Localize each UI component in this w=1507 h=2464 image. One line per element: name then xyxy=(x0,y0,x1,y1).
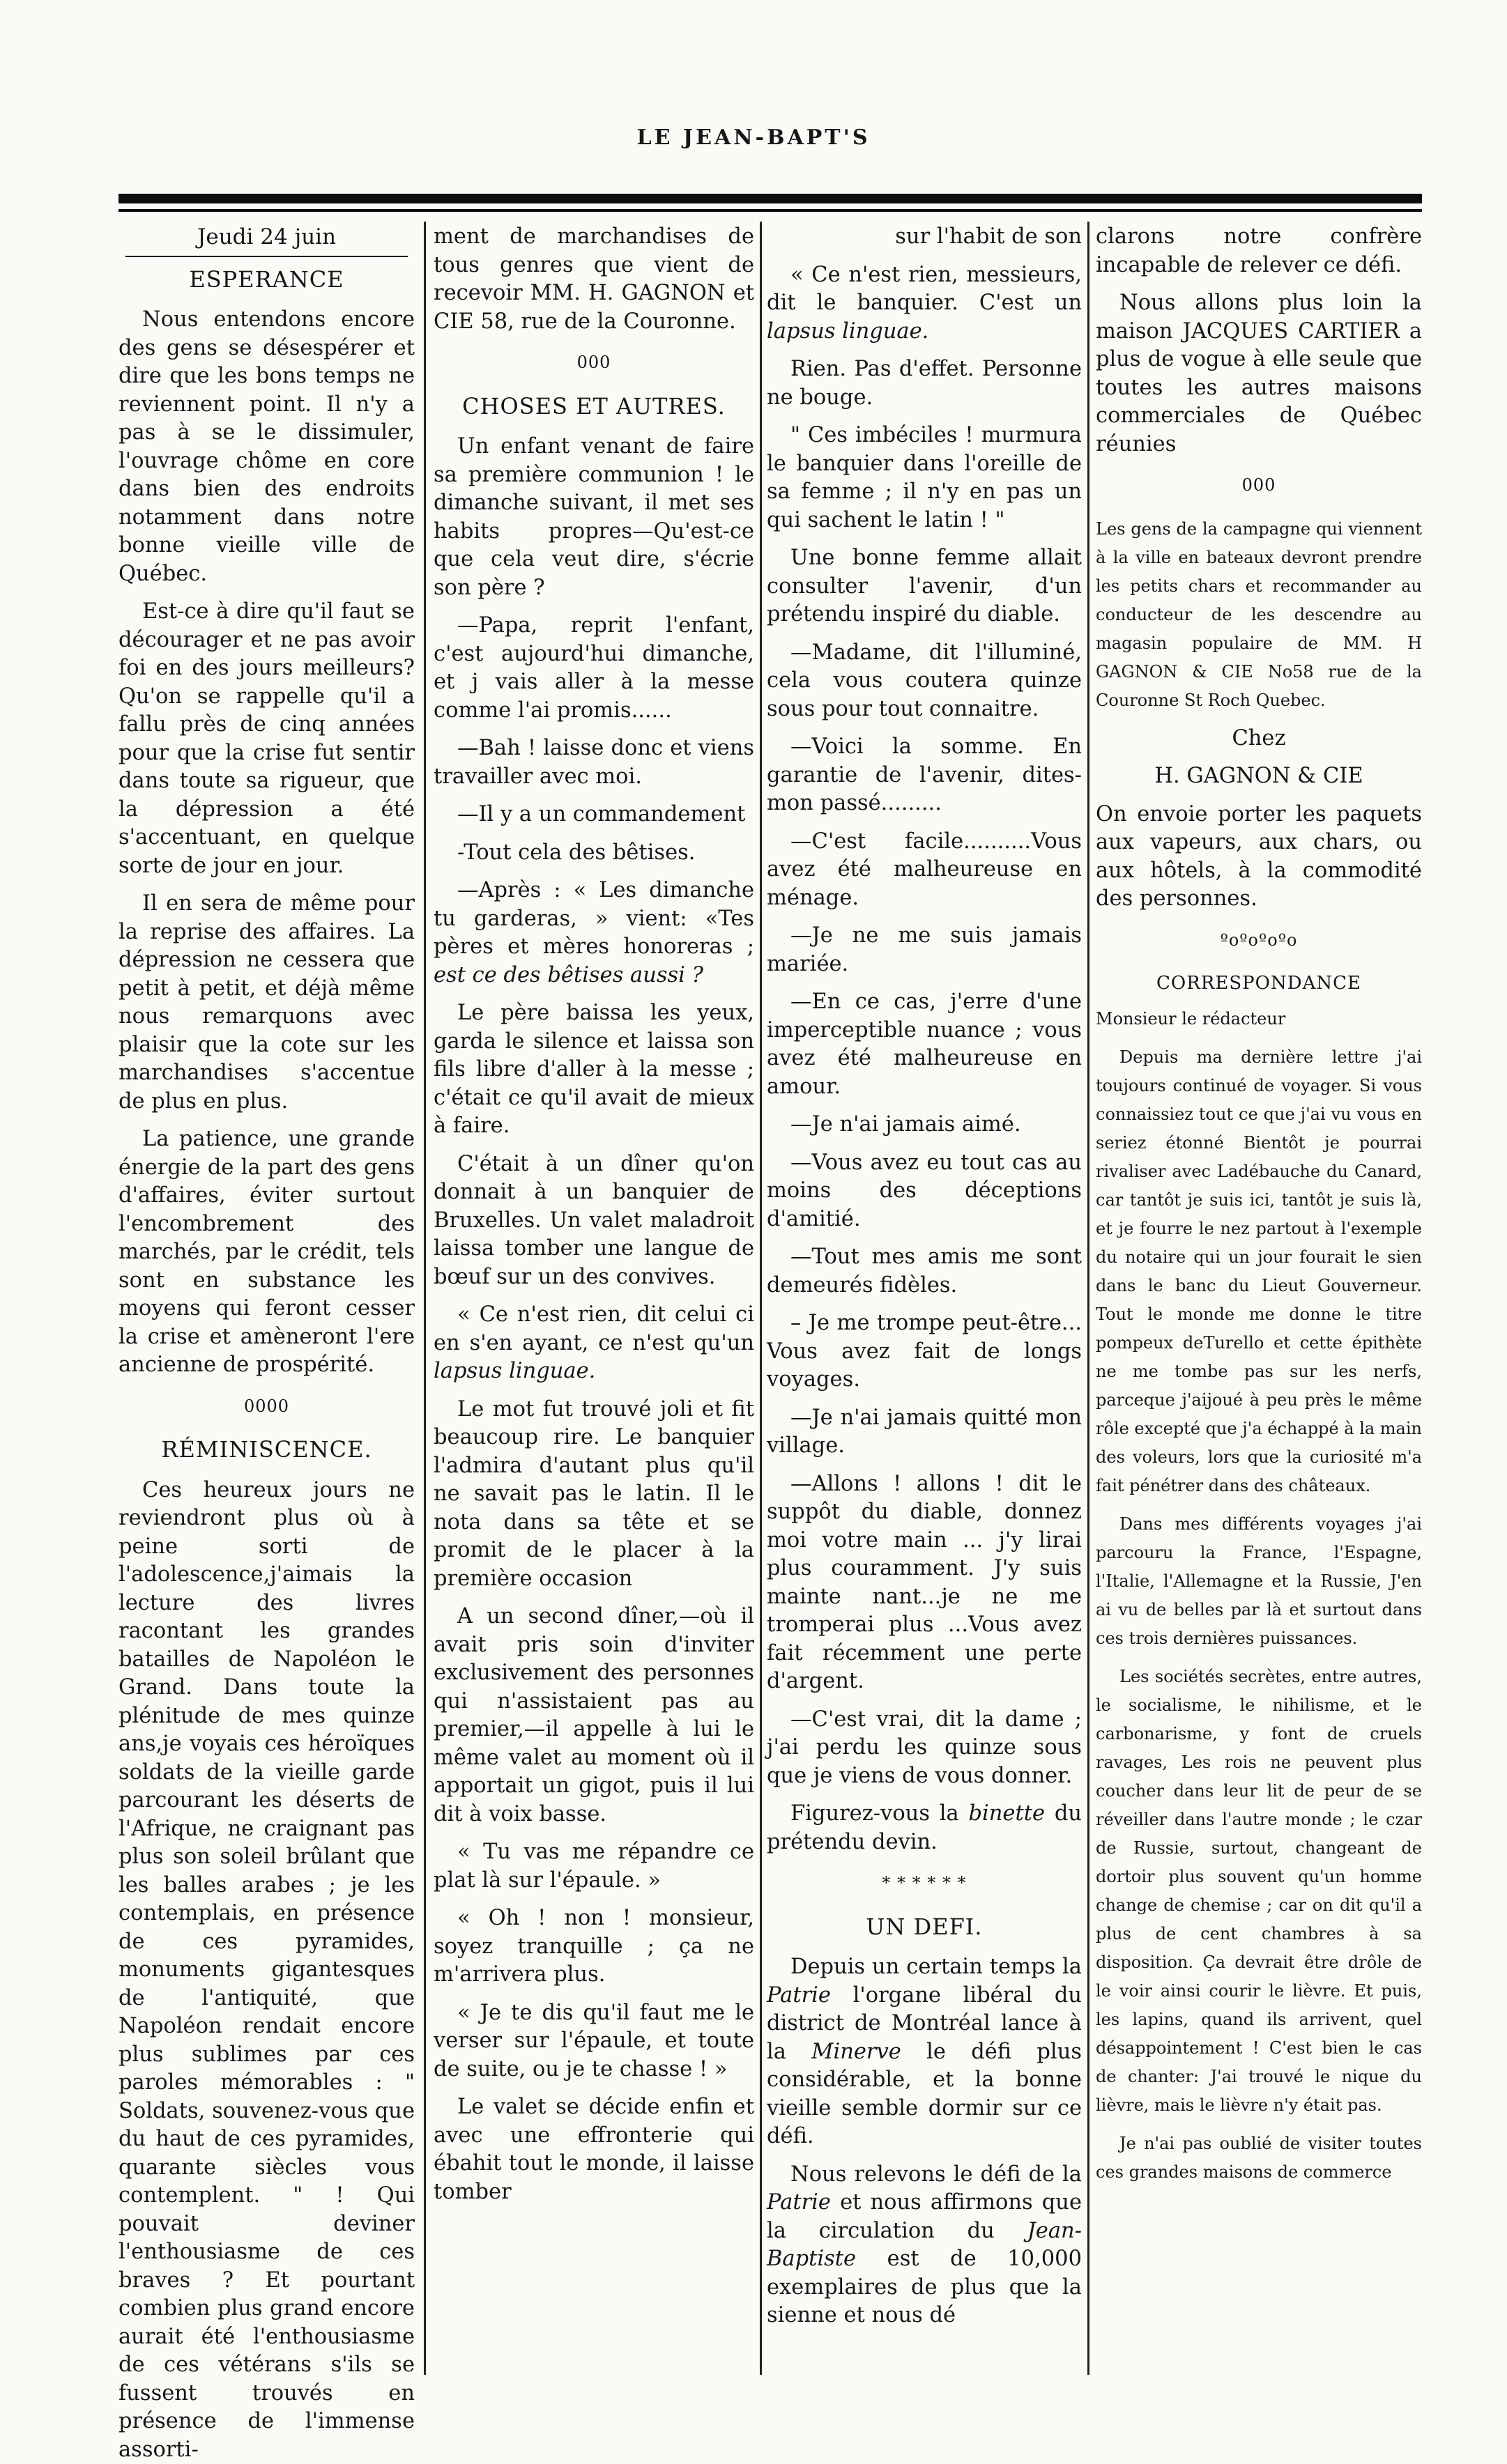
section-separator: 000 xyxy=(434,348,754,377)
paragraph: —Vous avez eu tout cas au moins des déceptions d'amitié. xyxy=(767,1149,1082,1234)
paragraph: Rien. Pas d'effet. Personne ne bouge. xyxy=(767,355,1082,412)
italic-run: est ce des bêtises aussi ? xyxy=(434,963,703,987)
paragraph xyxy=(434,877,754,990)
column-4 xyxy=(1096,223,1422,2369)
text-run: Depuis un certain temps la xyxy=(790,1955,1082,1979)
italic-run: Minerve xyxy=(811,2040,901,2064)
paragraph: Nous allons plus loin la maison JACQUES CARTIER a plus de vogue à elle seule que toutes les autres maisons commerciales de Québec réunies xyxy=(1096,289,1422,459)
paragraph: A un second dîner,—où il avait pris soin d'inviter exclusivement des personnes qui n'assistaient pas au premier,—il appelle à lui le même valet au moment où il apportait un gigot, puis il lui dit à voix basse. xyxy=(434,1603,754,1828)
paragraph: —Je n'ai jamais aimé. xyxy=(767,1111,1082,1139)
paragraph: —Papa, reprit l'enfant, c'est aujourd'hui dimanche, et j vais aller à la messe comme l'ai promis...... xyxy=(434,612,754,725)
article-heading-correspondance: CORRESPONDANCE xyxy=(1096,969,1422,998)
section-separator: ºoºoºoºo xyxy=(1096,926,1422,955)
salutation: Monsieur le rédacteur xyxy=(1096,1005,1422,1033)
paragraph: Je n'ai pas oublié de visiter toutes ces grandes maisons de commerce xyxy=(1096,2130,1422,2187)
text-run: du prétendu devin. xyxy=(767,1801,1082,1854)
column-3 xyxy=(767,223,1082,2369)
paragraph: sur l'habit de son xyxy=(767,223,1082,252)
text-run: « Ce n'est rien, messieurs, dit le banquier. C'est un xyxy=(767,263,1082,316)
paragraph: C'était à un dîner qu'on donnait à un banquier de Bruxelles. Un valet maladroit laissa tomber une langue de bœuf sur un des convives. xyxy=(434,1150,754,1292)
paragraph: —En ce cas, j'erre d'une imperceptible nuance ; vous avez été malheureuse en amour. xyxy=(767,988,1082,1101)
masthead-rule-thin xyxy=(118,209,1422,212)
masthead-title: LE JEAN-BAPT'S xyxy=(0,125,1507,150)
paragraph: Le valet se décide enfin et avec une effronterie qui ébahit tout le monde, il laisse tomber xyxy=(434,2093,754,2206)
paragraph: La patience, une grande énergie de la part des gens d'affaires, éviter surtout l'encombrement des marchés, par le crédit, tels sont en substance les moyens qui feront cesser la crise et amèneront l'ere ancienne de prospérité. xyxy=(118,1125,415,1380)
paragraph: Un enfant venant de faire sa première communion ! le dimanche suivant, il met ses habits propres—Qu'est-ce que cela veut dire, s'écrie son père ? xyxy=(434,433,754,602)
text-run: le défi plus considérable, et la bonne vieille semble dormir sur ce défi. xyxy=(767,2040,1082,2149)
paragraph: Dans mes différents voyages j'ai parcouru la France, l'Espagne, l'Italie, l'Allemagne et la Russie, J'en ai vu de belles par là et surtout dans ces trois dernières puissances. xyxy=(1096,1510,1422,1653)
paragraph xyxy=(434,1301,754,1386)
paragraph: —Je n'ai jamais quitté mon village. xyxy=(767,1404,1082,1461)
article-heading-choses-et-autres: CHOSES ET AUTRES. xyxy=(434,392,754,421)
section-separator: 000 xyxy=(1096,471,1422,500)
paragraph: Ces heureux jours ne reviendront plus où à peine sorti de l'adolescence,j'aimais la lecture des livres racontant les grandes batailles de Napoléon le Grand. Dans toute la plénitude de mes quinze ans,je voyais ces héroïques soldats de la vieille garde parcourant les déserts de l'Afrique, ne craignant pas plus son soleil brûlant que les balles arabes ; je les contemplais, en présence de ces pyramides, monuments gigantesques de l'antiquité, que Napoléon rendait encore plus sublimes par ces paroles mémorables : " Soldats, souvenez-vous que du haut de ces pyramides, quarante siècles vous contemplent. " ! Qui pouvait deviner l'enthousiasme de ces braves ? Et pourtant combien plus grand encore aurait été l'enthousiasme de ces vétérans s'ils se fussent trouvés en présence de l'immense assorti- xyxy=(118,1477,415,2464)
paragraph: – Je me trompe peut-être... Vous avez fait de longs voyages. xyxy=(767,1309,1082,1394)
text-run: l'organe libéral du district de Montréal lance à la xyxy=(767,1983,1082,2064)
article-heading-esperance: ESPERANCE xyxy=(118,265,415,294)
paragraph: Est-ce à dire qu'il faut se décourager et ne pas avoir foi en des jours meilleurs? Qu'on se rappelle qu'il a fallu près de cinq années pour que la crise fut sentir dans toute sa rigueur, que la dépression a été s'accentuant, en quelque sorte de jour en jour. xyxy=(118,598,415,880)
column-divider xyxy=(1087,222,1089,2375)
paragraph: Il en sera de même pour la reprise des affaires. La dépression ne cessera que petit à petit, et déjà même nous remarquons avec plaisir que la cote sur les marchandises s'accentue de plus en plus. xyxy=(118,890,415,1116)
italic-run: lapsus linguae. xyxy=(434,1359,595,1383)
column-divider xyxy=(760,222,762,2375)
rule xyxy=(125,256,408,257)
ad-chez: Chez xyxy=(1096,725,1422,753)
text-run: Nous relevons le défi de la xyxy=(790,2162,1082,2187)
paragraph: —Je ne me suis jamais mariée. xyxy=(767,922,1082,978)
section-separator: * * * * * * xyxy=(767,1869,1082,1897)
paragraph: —Voici la somme. En garantie de l'avenir, dites-mon passé......... xyxy=(767,733,1082,818)
ad-text: Les gens de la campagne qui viennent à la ville en bateaux devront prendre les petits chars et recommander au conducteur de les descendre au magasin populaire de MM. H GAGNON & CIE No58 rue de la Couronne St Roch Quebec. xyxy=(1096,515,1422,715)
text-run: —Après : « Les dimanche tu garderas, » vient: «Tes pères et mères honoreras ; xyxy=(434,878,754,959)
paragraph xyxy=(767,1800,1082,1856)
text-run: et nous affirmons que la circulation du xyxy=(767,2190,1082,2243)
paragraph: Le père baissa les yeux, garda le silence et laissa son fils libre d'aller à la messe ; c'était ce qu'il avait de mieux à faire. xyxy=(434,999,754,1141)
ad-text: On envoie porter les paquets aux vapeurs, aux chars, ou aux hôtels, à la commodité des personnes. xyxy=(1096,801,1422,914)
italic-run: Patrie xyxy=(767,1983,831,2008)
issue-date: Jeudi 24 juin xyxy=(118,223,415,252)
section-separator: 0000 xyxy=(118,1392,415,1421)
text-run: Figurez-vous la xyxy=(790,1801,959,1826)
paragraph xyxy=(767,2161,1082,2330)
text-run: est de 10,000 exemplaires de plus que la sienne et nous dé xyxy=(767,2247,1082,2327)
paragraph: « Oh ! non ! monsieur, soyez tranquille ; ça ne m'arrivera plus. xyxy=(434,1904,754,1989)
paragraph: —Il y a un commandement xyxy=(434,801,754,829)
paragraph: clarons notre confrère incapable de relever ce défi. xyxy=(1096,223,1422,279)
article-heading-un-defi: UN DEFI. xyxy=(767,1913,1082,1941)
column-divider xyxy=(424,222,426,2375)
paragraph: -Tout cela des bêtises. xyxy=(434,839,754,868)
paragraph: Une bonne femme allait consulter l'avenir, d'un prétendu inspiré du diable. xyxy=(767,544,1082,629)
masthead xyxy=(0,105,1507,188)
paragraph: « Tu vas me répandre ce plat là sur l'épaule. » xyxy=(434,1838,754,1895)
advertisement xyxy=(1096,515,1422,914)
paragraph: —Allons ! allons ! dit le suppôt du diable, donnez moi votre main ... j'y lirai plus couramment. J'y suis mainte nant...je ne me tromperai plus ...Vous avez fait récemment une perte d'argent. xyxy=(767,1470,1082,1696)
paragraph: —C'est facile..........Vous avez été malheureuse en ménage. xyxy=(767,828,1082,913)
paragraph: —C'est vrai, dit la dame ; j'ai perdu les quinze sous que je viens de vous donner. xyxy=(767,1706,1082,1791)
paragraph: « Je te dis qu'il faut me le verser sur l'épaule, et toute de suite, ou je te chasse ! » xyxy=(434,1999,754,2084)
paragraph: ment de marchandises de tous genres que vient de recevoir MM. H. GAGNON et CIE 58, rue de la Couronne. xyxy=(434,223,754,336)
italic-run: Jean-Baptiste xyxy=(767,2219,1082,2272)
column-2 xyxy=(434,223,754,2369)
paragraph: Le mot fut trouvé joli et fit beaucoup rire. Le banquier l'admira d'autant plus qu'il ne savait pas le latin. Il le nota dans sa tête et se promit de le placer à la première occasion xyxy=(434,1396,754,1594)
italic-run: lapsus linguae. xyxy=(767,319,928,344)
paragraph: Nous entendons encore des gens se désespérer et dire que les bons temps ne reviennent point. Il n'y a pas à se le dissimuler, l'ouvrage chôme en core dans bien des endroits notamment dans notre bonne vieille ville de Québec. xyxy=(118,306,415,588)
paragraph: —Bah ! laisse donc et viens travailler avec moi. xyxy=(434,734,754,791)
ad-firm-name: H. GAGNON & CIE xyxy=(1096,762,1422,791)
paragraph: —Madame, dit l'illuminé, cela vous coutera quinze sous pour tout connaitre. xyxy=(767,639,1082,724)
paragraph: " Ces imbéciles ! murmura le banquier dans l'oreille de sa femme ; il n'y en pas un qui sachent le latin ! " xyxy=(767,422,1082,534)
paragraph: Les sociétés secrètes, entre autres, le socialisme, le nihilisme, et le carbonarisme, y font de cruels ravages, Les rois ne peuvent plus coucher dans leur lit de peur de se réveiller dans l'autre monde ; le czar de Russie, surtout, changeant de dortoir plus souvent qu'un homme change de chemise ; car on dit qu'il a plus de cent chambres à sa disposition. Ça devrait être drôle de le voir ainsi courir le lièvre. Et puis, les lapins, quand ils arrivent, quel désappointement ! C'est bien le cas de chanter: J'ai trouvé le nique du lièvre, mais le lièvre n'y était pas. xyxy=(1096,1663,1422,2120)
paragraph: —Tout mes amis me sont demeurés fidèles. xyxy=(767,1243,1082,1300)
paragraph xyxy=(767,1953,1082,2151)
paragraph: Depuis ma dernière lettre j'ai toujours continué de voyager. Si vous connaissiez tout ce que j'ai vu vous en seriez étonné Bientôt je pourrai rivaliser avec Ladébauche du Canard, car tantôt je suis ici, tantôt je suis là, et je fourre le nez partout à l'exemple du notaire qui un jour fourait le sien dans le banc du Lieut Gouverneur. Tout le monde me donne le titre pompeux deTurello et cette épithète ne me tombe pas sur les nerfs, parceque j'aijoué à peu près le même rôle excepté que j'a échappé à la main des voleurs, lors que la curiosité m'a fait pénétrer dans des châteaux. xyxy=(1096,1043,1422,1500)
text-run: « Ce n'est rien, dit celui ci en s'en ayant, ce n'est qu'un xyxy=(434,1302,754,1355)
italic-run: Patrie xyxy=(767,2190,831,2215)
column-1 xyxy=(118,223,415,2369)
masthead-rule-thick xyxy=(118,194,1422,203)
paragraph xyxy=(767,261,1082,346)
italic-run: binette xyxy=(968,1801,1045,1826)
article-heading-reminiscence: RÉMINISCENCE. xyxy=(118,1435,415,1464)
